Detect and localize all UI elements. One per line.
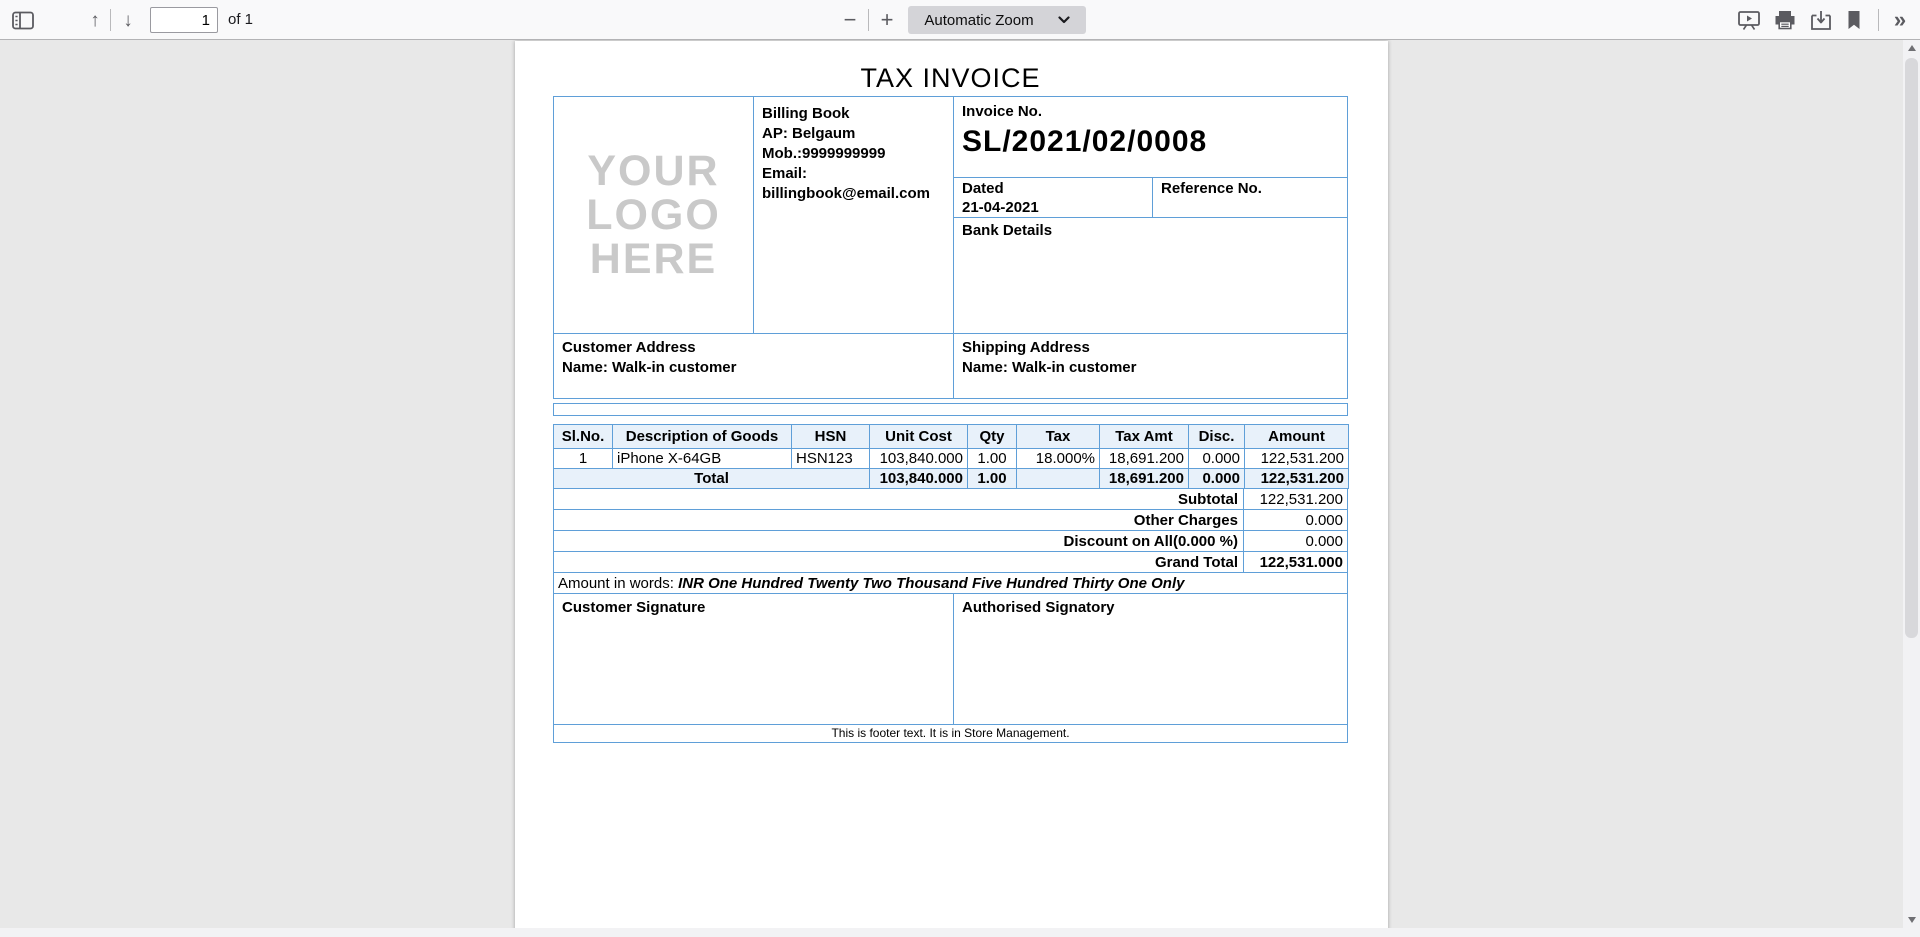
summary-row-grand-total: [553, 551, 1348, 573]
scrollbar-corner: [1903, 928, 1920, 937]
invoice-footer-text: This is footer text. It is in Store Management.: [831, 726, 1070, 740]
col-header-tax: Tax: [1017, 425, 1100, 449]
save-button[interactable]: [1806, 6, 1836, 34]
item-qty: 1.00: [968, 449, 1017, 469]
company-email-label: Email:: [762, 165, 808, 182]
customer-name: Name: Walk-in customer: [562, 359, 737, 376]
toolbar-separator: [868, 9, 869, 31]
page-down-button[interactable]: [113, 6, 143, 34]
logo-text-line: HERE: [589, 235, 718, 283]
zoom-select[interactable]: [908, 6, 1086, 34]
item-hsn: HSN123: [792, 449, 870, 469]
toggle-sidebar-button[interactable]: [8, 6, 38, 34]
logo-placeholder: [554, 97, 754, 333]
shipping-name: Name: Walk-in customer: [962, 359, 1137, 376]
customer-address-label: Customer Address: [562, 339, 696, 356]
other-charges-value: 0.000: [1243, 510, 1347, 530]
amount-in-words-row: [553, 572, 1348, 594]
empty-strip: [553, 403, 1348, 416]
grand-total-label: Grand Total: [1154, 554, 1238, 571]
bank-details-label: Bank Details: [962, 222, 1053, 239]
triangle-up-icon: [1908, 45, 1916, 51]
bookmark-icon: [1846, 10, 1862, 30]
invoice-title: TAX INVOICE: [860, 63, 1041, 93]
bank-details-cell: [954, 218, 1347, 333]
minus-icon: −: [843, 7, 857, 32]
amount-in-words-label: Amount in words:: [558, 575, 679, 592]
printer-icon: [1774, 10, 1796, 30]
company-name: Billing Book: [762, 105, 850, 122]
summary-row-subtotal: [553, 488, 1348, 510]
col-header-tax-amt: Tax Amt: [1100, 425, 1189, 449]
print-button[interactable]: [1770, 6, 1800, 34]
total-tax: [1017, 469, 1100, 489]
reference-cell: [1153, 178, 1347, 217]
double-chevron-icon: »: [1893, 7, 1907, 32]
toolbar-separator: [1878, 9, 1879, 31]
col-header-qty: Qty: [968, 425, 1017, 449]
zoom-out-button[interactable]: [835, 6, 865, 34]
pdf-toolbar: [0, 0, 1920, 40]
total-label: Total: [554, 469, 870, 489]
item-amount: 122,531.200: [1245, 449, 1349, 469]
shipping-address-cell: [954, 334, 1347, 398]
signature-section: [553, 593, 1348, 725]
company-address: AP: Belgaum: [762, 125, 856, 142]
other-charges-label: Other Charges: [1133, 512, 1238, 529]
zoom-in-button[interactable]: [872, 6, 902, 34]
item-disc: 0.000: [1189, 449, 1245, 469]
download-icon: [1810, 10, 1832, 31]
shipping-address-label: Shipping Address: [962, 339, 1090, 356]
presentation-icon: [1738, 10, 1760, 31]
plus-icon: +: [880, 7, 894, 32]
total-qty: 1.00: [968, 469, 1017, 489]
total-disc: 0.000: [1189, 469, 1245, 489]
table-header-row: [554, 425, 1349, 449]
subtotal-value: 122,531.200: [1243, 489, 1347, 509]
invoice-footer: [553, 724, 1348, 743]
tools-button[interactable]: [1885, 6, 1915, 34]
discount-label: Discount on All(0.000 %): [1063, 533, 1238, 550]
customer-signature-label: Customer Signature: [562, 599, 706, 616]
pdf-page: [515, 41, 1388, 937]
dated-value: 21-04-2021: [962, 199, 1039, 216]
col-header-description: Description of Goods: [613, 425, 792, 449]
down-arrow-icon: ↓: [123, 9, 133, 31]
grand-total-value: 122,531.000: [1243, 552, 1347, 572]
col-header-disc: Disc.: [1189, 425, 1245, 449]
total-tax-amt: 18,691.200: [1100, 469, 1189, 489]
triangle-down-icon: [1908, 917, 1916, 923]
item-slno: 1: [554, 449, 613, 469]
invoice-number: SL/2021/02/0008: [962, 125, 1208, 158]
authorised-signatory-label: Authorised Signatory: [962, 599, 1115, 616]
total-row: [554, 469, 1349, 489]
customer-address-cell: [554, 334, 954, 398]
logo-text-line: YOUR: [587, 147, 720, 195]
col-header-amount: Amount: [1245, 425, 1349, 449]
item-unit-cost: 103,840.000: [870, 449, 968, 469]
scroll-down-button[interactable]: [1903, 912, 1920, 928]
invoice: [553, 63, 1348, 743]
dated-label: Dated: [962, 180, 1004, 197]
scroll-up-button[interactable]: [1903, 40, 1920, 56]
dated-cell: [954, 178, 1153, 217]
item-tax-amt: 18,691.200: [1100, 449, 1189, 469]
summary-row-other-charges: [553, 509, 1348, 531]
zoom-select-label: Automatic Zoom: [924, 11, 1034, 29]
total-unit-cost: 103,840.000: [870, 469, 968, 489]
page-up-button[interactable]: [80, 6, 110, 34]
horizontal-scrollbar[interactable]: [0, 928, 1903, 937]
logo-text-line: LOGO: [586, 191, 721, 239]
col-header-unit-cost: Unit Cost: [870, 425, 968, 449]
authorised-signatory-cell: [954, 594, 1347, 724]
item-tax: 18.000%: [1017, 449, 1100, 469]
discount-value: 0.000: [1243, 531, 1347, 551]
col-header-hsn: HSN: [792, 425, 870, 449]
sidebar-icon: [12, 11, 34, 30]
invoice-number-cell: [954, 97, 1347, 178]
company-info: [754, 97, 954, 333]
company-mobile: Mob.:9999999999: [762, 145, 886, 162]
subtotal-label: Subtotal: [1178, 491, 1238, 508]
page-number-input[interactable]: [150, 7, 218, 33]
company-email: billingbook@email.com: [762, 185, 930, 202]
invoice-header-block: [553, 96, 1348, 334]
up-arrow-icon: ↑: [90, 9, 100, 31]
vertical-scrollbar-thumb[interactable]: [1905, 58, 1918, 638]
items-table: [553, 424, 1349, 489]
address-block: [553, 333, 1348, 399]
col-header-slno: Sl.No.: [554, 425, 613, 449]
chevron-down-icon: [1058, 16, 1070, 24]
customer-signature-cell: [554, 594, 954, 724]
current-view-button[interactable]: [1841, 6, 1867, 34]
item-description: iPhone X-64GB: [613, 449, 792, 469]
amount-in-words-text: INR One Hundred Twenty Two Thousand Five Hundred Thirty One Only: [678, 575, 1185, 592]
invoice-no-label: Invoice No.: [962, 103, 1043, 120]
summary-row-discount: [553, 530, 1348, 552]
vertical-scrollbar[interactable]: [1903, 40, 1920, 928]
total-amount: 122,531.200: [1245, 469, 1349, 489]
page-count-label: of 1: [228, 11, 254, 28]
item-row: [554, 449, 1349, 469]
reference-label: Reference No.: [1161, 180, 1262, 197]
presentation-mode-button[interactable]: [1734, 6, 1764, 34]
toolbar-separator: [110, 9, 111, 31]
